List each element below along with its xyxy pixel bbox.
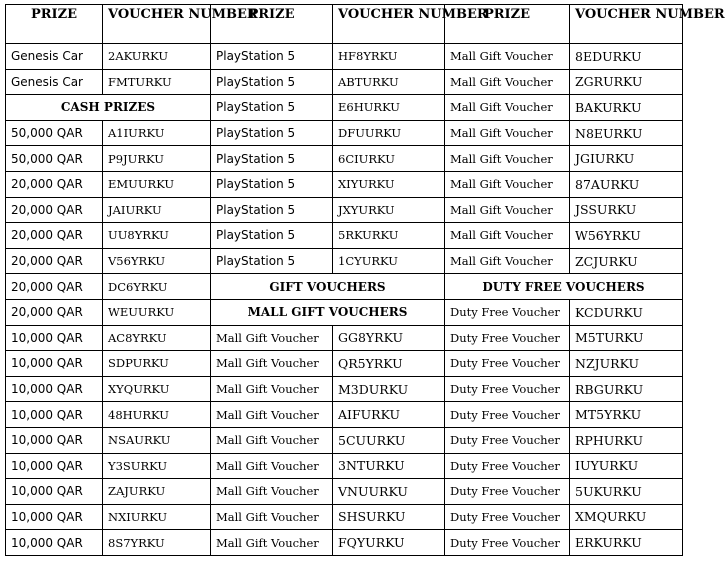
table-row [6,530,683,556]
prize-cell: PlayStation 5 [211,69,333,95]
prize-cell: Mall Gift Voucher [211,427,333,453]
table-row [6,146,683,172]
header-prize: PRIZE [6,5,103,44]
voucher-number-cell: 5RKURKU [333,223,445,249]
table-row [6,248,683,274]
voucher-number-cell: 48HURKU [103,402,211,428]
voucher-number-cell: GG8YRKU [333,325,445,351]
header-voucher-number: VOUCHER NUMBER [333,5,445,44]
prize-cell: Duty Free Voucher [445,453,570,479]
table-row [6,504,683,530]
voucher-number-cell: JAIURKU [103,197,211,223]
prize-cell: PlayStation 5 [211,248,333,274]
voucher-number-cell: M3DURKU [333,376,445,402]
prize-cell: Mall Gift Voucher [445,171,570,197]
table-row [6,44,683,70]
prize-cell: Duty Free Voucher [445,504,570,530]
header-voucher-number: VOUCHER NUMBER [570,5,683,44]
section-header: GIFT VOUCHERS [211,274,445,300]
voucher-number-cell: 2AKURKU [103,44,211,70]
voucher-number-cell: JGIURKU [570,146,683,172]
prize-cell: Mall Gift Voucher [211,351,333,377]
prize-cell: Mall Gift Voucher [445,223,570,249]
prize-cell: 20,000 QAR [6,248,103,274]
voucher-number-cell: IUYURKU [570,453,683,479]
table-row [6,197,683,223]
prize-cell: 10,000 QAR [6,376,103,402]
voucher-number-cell: QR5YRKU [333,351,445,377]
table-row [6,351,683,377]
header-prize: PRIZE [445,5,570,44]
prize-cell: 10,000 QAR [6,427,103,453]
voucher-number-cell: HF8YRKU [333,44,445,70]
prize-cell: PlayStation 5 [211,120,333,146]
voucher-number-cell: SHSURKU [333,504,445,530]
table-body [6,5,725,556]
prize-cell: PlayStation 5 [211,146,333,172]
prize-cell: Mall Gift Voucher [445,69,570,95]
voucher-number-cell: DFUURKU [333,120,445,146]
voucher-number-cell: JSSURKU [570,197,683,223]
table-row [6,479,683,505]
table-row [6,325,683,351]
voucher-number-cell: 87AURKU [570,171,683,197]
prize-cell: 10,000 QAR [6,325,103,351]
voucher-number-cell: Y3SURKU [103,453,211,479]
prize-cell: Mall Gift Voucher [211,402,333,428]
prize-cell: Mall Gift Voucher [445,95,570,121]
prize-cell: Mall Gift Voucher [211,376,333,402]
prize-cell: Genesis Car [6,44,103,70]
prize-cell: 10,000 QAR [6,530,103,556]
prize-cell: 20,000 QAR [6,299,103,325]
table-row [6,171,683,197]
voucher-number-cell: XYQURKU [103,376,211,402]
voucher-number-cell: ZCJURKU [570,248,683,274]
prize-cell: 20,000 QAR [6,274,103,300]
voucher-number-cell: N8EURKU [570,120,683,146]
voucher-number-cell: P9JURKU [103,146,211,172]
table-row [6,69,683,95]
prize-cell: Mall Gift Voucher [445,44,570,70]
voucher-number-cell: 3NTURKU [333,453,445,479]
voucher-number-cell: NSAURKU [103,427,211,453]
header-row [6,5,683,44]
prize-cell: 20,000 QAR [6,197,103,223]
table-row [6,299,683,325]
voucher-number-cell: NZJURKU [570,351,683,377]
voucher-number-cell: V56YRKU [103,248,211,274]
prize-cell: Duty Free Voucher [445,351,570,377]
section-header: DUTY FREE VOUCHERS [445,274,683,300]
voucher-number-cell: SDPURKU [103,351,211,377]
prize-cell: 10,000 QAR [6,402,103,428]
voucher-number-cell: ZAJURKU [103,479,211,505]
prize-cell: Duty Free Voucher [445,299,570,325]
voucher-number-cell: KCDURKU [570,299,683,325]
table-row [6,95,683,121]
prize-cell: PlayStation 5 [211,223,333,249]
prize-cell: Mall Gift Voucher [445,120,570,146]
prize-cell: Mall Gift Voucher [211,325,333,351]
voucher-number-cell: VNUURKU [333,479,445,505]
prize-cell: Mall Gift Voucher [211,530,333,556]
voucher-number-cell: XMQURKU [570,504,683,530]
prize-cell: 10,000 QAR [6,453,103,479]
prize-cell: PlayStation 5 [211,171,333,197]
voucher-number-cell: RPHURKU [570,427,683,453]
voucher-number-cell: 5UKURKU [570,479,683,505]
prize-cell: Mall Gift Voucher [211,453,333,479]
voucher-number-cell: 1CYURKU [333,248,445,274]
voucher-number-cell: EMUURKU [103,171,211,197]
prize-cell: Mall Gift Voucher [211,504,333,530]
voucher-number-cell: NXIURKU [103,504,211,530]
voucher-number-cell: 8EDURKU [570,44,683,70]
table-row [6,120,683,146]
prize-voucher-table [5,4,725,556]
prize-cell: 20,000 QAR [6,171,103,197]
prize-cell: PlayStation 5 [211,44,333,70]
prize-cell: 10,000 QAR [6,351,103,377]
prize-cell: Mall Gift Voucher [445,146,570,172]
table-row [6,274,683,300]
voucher-number-cell: ZGRURKU [570,69,683,95]
table-row [6,427,683,453]
section-header: MALL GIFT VOUCHERS [211,299,445,325]
voucher-number-cell: M5TURKU [570,325,683,351]
header-prize: PRIZE [211,5,333,44]
voucher-number-cell: DC6YRKU [103,274,211,300]
prize-cell: Mall Gift Voucher [211,479,333,505]
prize-cell: PlayStation 5 [211,95,333,121]
prize-cell: PlayStation 5 [211,197,333,223]
prize-cell: Genesis Car [6,69,103,95]
prize-cell: Duty Free Voucher [445,376,570,402]
voucher-number-cell: A1IURKU [103,120,211,146]
voucher-number-cell: 6CIURKU [333,146,445,172]
prize-cell: 50,000 QAR [6,120,103,146]
prize-cell: 20,000 QAR [6,223,103,249]
prize-cell: Duty Free Voucher [445,427,570,453]
voucher-number-cell: BAKURKU [570,95,683,121]
prize-cell: 50,000 QAR [6,146,103,172]
voucher-number-cell: XIYURKU [333,171,445,197]
voucher-number-cell: UU8YRKU [103,223,211,249]
voucher-number-cell: E6HURKU [333,95,445,121]
prize-cell: 10,000 QAR [6,479,103,505]
prize-cell: Duty Free Voucher [445,479,570,505]
voucher-number-cell: AIFURKU [333,402,445,428]
prize-cell: Duty Free Voucher [445,402,570,428]
voucher-number-cell: AC8YRKU [103,325,211,351]
voucher-number-cell: W56YRKU [570,223,683,249]
voucher-number-cell: RBGURKU [570,376,683,402]
voucher-number-cell: ERKURKU [570,530,683,556]
table-row [6,376,683,402]
prize-cell: Duty Free Voucher [445,325,570,351]
voucher-number-cell: FMTURKU [103,69,211,95]
header-voucher-number: VOUCHER NUMBER [103,5,211,44]
voucher-number-cell: MT5YRKU [570,402,683,428]
voucher-number-cell: JXYURKU [333,197,445,223]
voucher-number-cell: 8S7YRKU [103,530,211,556]
section-header: CASH PRIZES [6,95,211,121]
voucher-number-cell: ABTURKU [333,69,445,95]
voucher-number-cell: FQYURKU [333,530,445,556]
voucher-number-cell: WEUURKU [103,299,211,325]
prize-cell: Mall Gift Voucher [445,248,570,274]
table-row [6,402,683,428]
prize-cell: Duty Free Voucher [445,530,570,556]
voucher-number-cell: 5CUURKU [333,427,445,453]
prize-cell: 10,000 QAR [6,504,103,530]
table-row [6,223,683,249]
table-row [6,453,683,479]
prize-cell: Mall Gift Voucher [445,197,570,223]
